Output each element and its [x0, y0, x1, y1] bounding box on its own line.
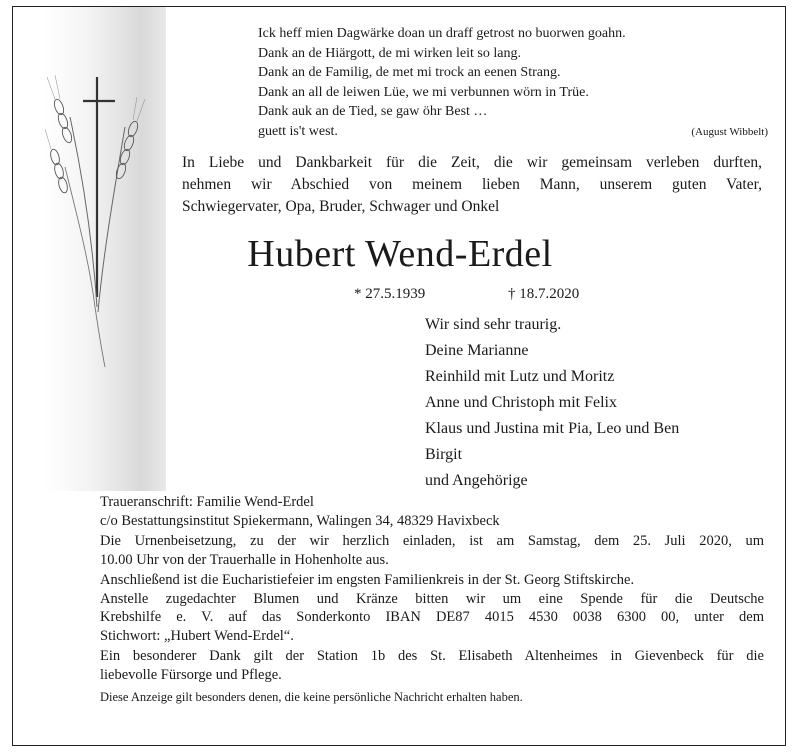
mourner-line: Deine Marianne [425, 342, 529, 359]
poem-last-row [258, 122, 768, 143]
donation-line: Stichwort: „Hubert Wend-Erdel“. [100, 627, 294, 644]
poem-author: (August Wibbelt) [691, 125, 768, 138]
address-line: Traueranschrift: Familie Wend-Erdel [100, 494, 314, 510]
address-line: c/o Bestattungsinstitut Spiekermann, Walingen 34, 48329 Havixbeck [100, 512, 500, 529]
mourner-line: Klaus und Justina mit Pia, Leo und Ben [425, 420, 680, 437]
thanks-line: Ein besonderer Dank gilt der Station 1b des St. Elisabeth Altenheimes in Gievenbeck für die [100, 648, 764, 664]
mourner-line: Wir sind sehr traurig. [425, 316, 562, 333]
funeral-line: Die Urnenbeisetzung, zu der wir herzlich einladen, ist am Samstag, dem 25. Juli 2020, um [100, 533, 764, 549]
mass-line: Anschließend ist die Eucharistiefeier im engsten Familienkreis in der St. Georg Stiftskirche. [100, 572, 635, 588]
intro-line: nehmen wir Abschied von meinem lieben Mann, unserem guten Vater, [182, 176, 762, 193]
deceased-name: Hubert Wend-Erdel [247, 233, 553, 275]
intro-text [182, 152, 762, 218]
donation-line: Anstelle zugedachter Blumen und Kränze bitten wir um eine Spende für die Deutsche [100, 590, 764, 607]
details-block [100, 493, 764, 707]
poem-line: guett is't west. [258, 123, 338, 139]
donation-line: Krebshilfe e. V. auf das Sonderkonto IBAN DE87 4015 4530 0038 6300 00, unter dem [100, 609, 764, 625]
intro-line: In Liebe und Dankbarkeit für die Zeit, die wir gemeinsam verleben durften, [182, 154, 762, 171]
mourners-list [425, 312, 679, 494]
closing-note: Diese Anzeige gilt besonders denen, die keine persönliche Nachricht erhalten haben. [100, 690, 523, 704]
mourner-line: Anne und Christoph mit Felix [425, 394, 617, 411]
intro-line: Schwiegervater, Opa, Bruder, Schwager und Onkel [182, 198, 500, 215]
mourner-line: Reinhild mit Lutz und Moritz [425, 368, 615, 385]
mourner-line: Birgit [425, 446, 463, 463]
poem-line: Dank an de Familig, de met mi trock an eenen Strang. [258, 65, 561, 80]
poem-line: Dank auk an de Tied, se gaw öhr Best … [258, 104, 488, 119]
mourner-line: und Angehörige [425, 472, 528, 489]
thanks-line: liebevolle Fürsorge und Pflege. [100, 666, 282, 683]
poem-line: Ick heff mien Dagwärke doan un draff getrost no buorwen goahn. [258, 26, 626, 41]
poem-line: Dank an de Hiärgott, de mi wirken leit so lang. [258, 45, 521, 61]
poem [258, 24, 768, 142]
death-date: † 18.7.2020 [508, 286, 580, 302]
birth-date: * 27.5.1939 [354, 286, 426, 302]
poem-line: Dank an all de leiwen Lüe, we mi verbunnen wörn in Trüe. [258, 84, 589, 100]
funeral-line: 10.00 Uhr von der Trauerhalle in Hohenholte aus. [100, 551, 389, 568]
